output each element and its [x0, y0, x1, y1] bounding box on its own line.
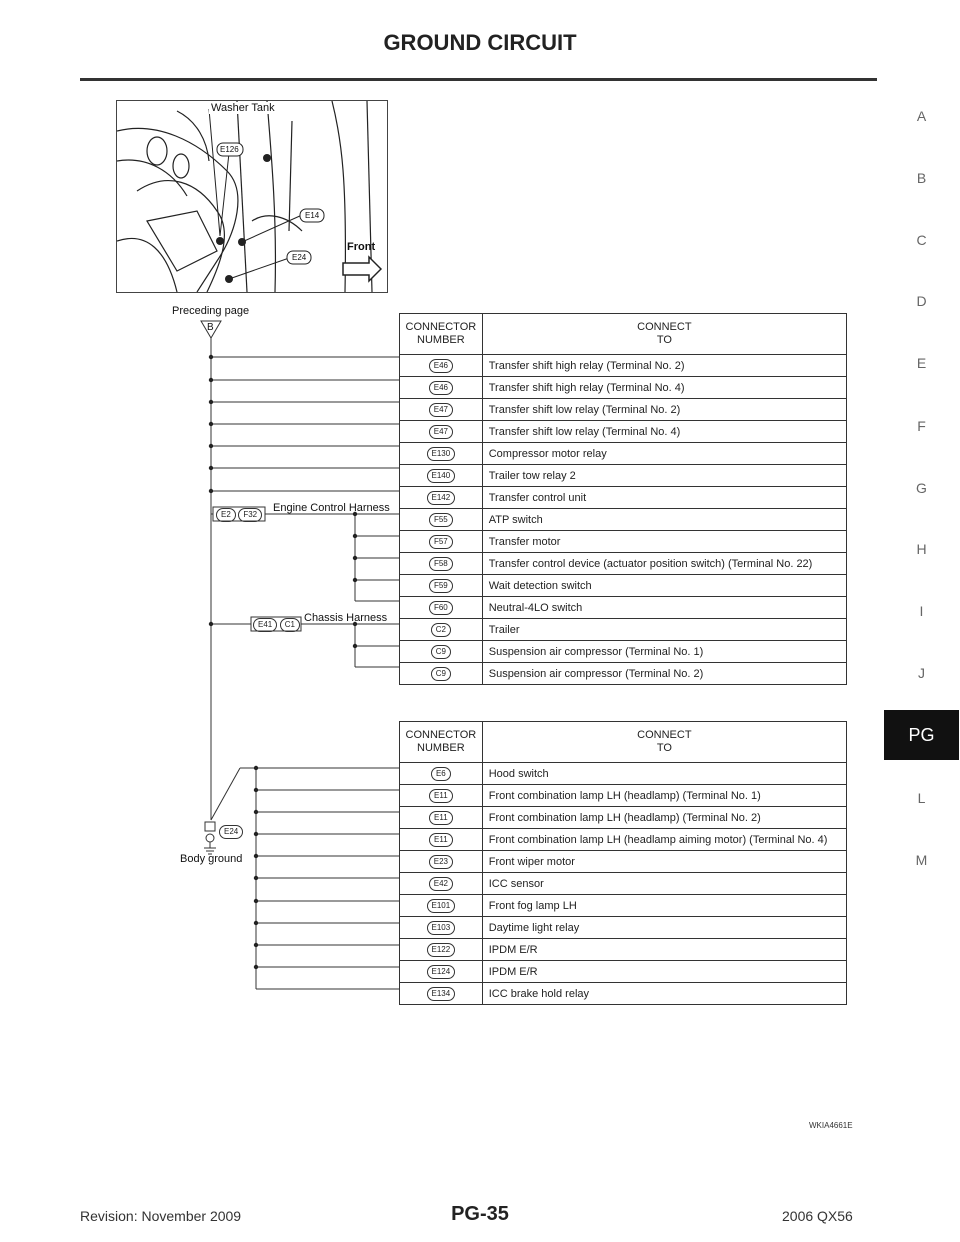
connector-number-cell: [400, 829, 483, 851]
connect-to-cell: Transfer shift high relay (Terminal No. 2): [482, 355, 846, 377]
connector-pill: E42: [429, 877, 453, 891]
connector-number-cell: [400, 355, 483, 377]
table-row: [400, 443, 847, 465]
tab-a[interactable]: A: [916, 108, 927, 124]
connector-number-cell: [400, 597, 483, 619]
connector-pill: F60: [429, 601, 453, 615]
col-connect-to: CONNECT TO: [482, 722, 846, 763]
washer-tank-label: Washer Tank: [211, 102, 275, 114]
tab-e[interactable]: E: [916, 355, 927, 371]
tab-h[interactable]: H: [916, 541, 927, 557]
col-connect-to: CONNECT TO: [482, 314, 846, 355]
connector-number-cell: [400, 619, 483, 641]
tab-d[interactable]: D: [916, 293, 927, 309]
table-row: [400, 785, 847, 807]
connect-to-cell: Transfer shift high relay (Terminal No. 4): [482, 377, 846, 399]
table-row: [400, 641, 847, 663]
table-row: [400, 487, 847, 509]
connector-e24: E24: [219, 825, 243, 839]
body-ground-label: Body ground: [180, 853, 243, 865]
e14-label: E14: [305, 211, 320, 220]
connector-number-cell: [400, 763, 483, 785]
table-row: [400, 873, 847, 895]
connect-to-cell: Transfer control device (actuator position switch) (Terminal No. 22): [482, 553, 846, 575]
tab-c[interactable]: C: [916, 232, 927, 248]
connector-number-cell: [400, 873, 483, 895]
connector-pill: E130: [427, 447, 456, 461]
tab-j[interactable]: J: [918, 665, 925, 681]
connector-pill: E103: [427, 921, 456, 935]
connector-pill: E11: [429, 833, 453, 847]
connector-pill: E122: [427, 943, 456, 957]
table-row: [400, 575, 847, 597]
connector-pill: E142: [427, 491, 456, 505]
connector-e2: E2: [216, 508, 236, 522]
connect-to-cell: Front combination lamp LH (headlamp) (Terminal No. 1): [482, 785, 846, 807]
preceding-page-label: Preceding page: [172, 305, 250, 317]
connector-pill: E6: [431, 767, 451, 781]
tab-i[interactable]: I: [919, 603, 924, 619]
connector-number-cell: [400, 939, 483, 961]
tab-m[interactable]: M: [915, 852, 928, 868]
table-row: [400, 531, 847, 553]
figure-code: WKIA4661E: [809, 1121, 853, 1130]
front-label: Front: [347, 241, 376, 253]
connector-number-cell: [400, 487, 483, 509]
tab-pg[interactable]: PG: [884, 710, 959, 760]
connector-pill: C9: [431, 667, 451, 681]
tab-g[interactable]: G: [916, 480, 927, 496]
connect-to-cell: IPDM E/R: [482, 961, 846, 983]
connect-to-cell: IPDM E/R: [482, 939, 846, 961]
tab-b[interactable]: B: [916, 170, 927, 186]
engine-harness-label: Engine Control Harness: [273, 502, 390, 514]
connector-pill: C9: [431, 645, 451, 659]
chassis-harness-connectors: [253, 618, 300, 632]
connector-pill: F59: [429, 579, 453, 593]
connector-number-cell: [400, 895, 483, 917]
connector-table-lower: [399, 721, 847, 1005]
table-row: [400, 509, 847, 531]
table-row: [400, 399, 847, 421]
table-row: [400, 961, 847, 983]
connect-to-cell: Transfer motor: [482, 531, 846, 553]
table-row: [400, 939, 847, 961]
connector-number-cell: [400, 575, 483, 597]
connect-to-cell: Front wiper motor: [482, 851, 846, 873]
connect-to-cell: Front fog lamp LH: [482, 895, 846, 917]
connector-f32: F32: [238, 508, 262, 522]
revision-text: Revision: November 2009: [80, 1208, 242, 1224]
connect-to-cell: ICC sensor: [482, 873, 846, 895]
connector-number-cell: [400, 983, 483, 1005]
connect-to-cell: Suspension air compressor (Terminal No. 2): [482, 663, 846, 685]
connector-number-cell: [400, 961, 483, 983]
connector-number-cell: [400, 531, 483, 553]
connector-pill: E101: [427, 899, 456, 913]
connector-c1: C1: [280, 618, 300, 632]
connector-pill: C2: [431, 623, 451, 637]
connector-number-cell: [400, 917, 483, 939]
connect-to-cell: Transfer shift low relay (Terminal No. 4): [482, 421, 846, 443]
connect-to-cell: Compressor motor relay: [482, 443, 846, 465]
table-row: [400, 597, 847, 619]
page-number: PG-35: [451, 1203, 509, 1225]
ground-connector: [219, 821, 243, 839]
connector-pill: E11: [429, 789, 453, 803]
connector-pill: E46: [429, 381, 453, 395]
e126-label: E126: [220, 145, 239, 154]
connector-pill: E47: [429, 403, 453, 417]
connect-to-cell: Trailer: [482, 619, 846, 641]
connector-pill: E11: [429, 811, 453, 825]
table-body: [400, 763, 847, 1005]
point-b-label: B: [207, 322, 214, 333]
connect-to-cell: Wait detection switch: [482, 575, 846, 597]
connect-to-cell: Transfer control unit: [482, 487, 846, 509]
connect-to-cell: Front combination lamp LH (headlamp aiming motor) (Terminal No. 4): [482, 829, 846, 851]
connect-to-cell: ATP switch: [482, 509, 846, 531]
table-row: [400, 421, 847, 443]
table-row: [400, 763, 847, 785]
connect-to-cell: Trailer tow relay 2: [482, 465, 846, 487]
table-row: [400, 465, 847, 487]
connector-number-cell: [400, 465, 483, 487]
table-row: [400, 619, 847, 641]
connect-to-cell: Hood switch: [482, 763, 846, 785]
connector-number-cell: [400, 399, 483, 421]
e24-label: E24: [292, 253, 307, 262]
connector-number-cell: [400, 663, 483, 685]
connector-pill: E47: [429, 425, 453, 439]
connector-pill: E124: [427, 965, 456, 979]
connector-number-cell: [400, 851, 483, 873]
table-row: [400, 553, 847, 575]
connector-number-cell: [400, 553, 483, 575]
table-row: [400, 377, 847, 399]
table-row: [400, 851, 847, 873]
connector-pill: E134: [427, 987, 456, 1001]
table-row: [400, 355, 847, 377]
connect-to-cell: Daytime light relay: [482, 917, 846, 939]
connector-number-cell: [400, 509, 483, 531]
page-title: GROUND CIRCUIT: [383, 30, 577, 55]
connector-pill: F57: [429, 535, 453, 549]
table-row: [400, 895, 847, 917]
connect-to-cell: Transfer shift low relay (Terminal No. 2): [482, 399, 846, 421]
table-row: [400, 663, 847, 685]
connect-to-cell: Suspension air compressor (Terminal No. 1): [482, 641, 846, 663]
connector-pill: E140: [427, 469, 456, 483]
table-row: [400, 983, 847, 1005]
connect-to-cell: ICC brake hold relay: [482, 983, 846, 1005]
connector-number-cell: [400, 807, 483, 829]
connector-pill: F58: [429, 557, 453, 571]
table-body: [400, 355, 847, 685]
connector-e41: E41: [253, 618, 277, 632]
connector-pill: E23: [429, 855, 453, 869]
model-text: 2006 QX56: [782, 1208, 853, 1224]
table-row: [400, 829, 847, 851]
table-row: [400, 807, 847, 829]
connector-pill: F55: [429, 513, 453, 527]
tab-l[interactable]: L: [917, 790, 926, 806]
connector-number-cell: [400, 377, 483, 399]
connector-number-cell: [400, 443, 483, 465]
col-connector-number: CONNECTOR NUMBER: [400, 314, 483, 355]
tab-f[interactable]: F: [917, 418, 926, 434]
engine-harness-connectors: [216, 508, 262, 522]
connector-number-cell: [400, 421, 483, 443]
table-row: [400, 917, 847, 939]
connect-to-cell: Neutral-4LO switch: [482, 597, 846, 619]
connector-number-cell: [400, 785, 483, 807]
connector-table-upper: [399, 313, 847, 685]
chassis-harness-label: Chassis Harness: [304, 612, 388, 624]
connector-number-cell: [400, 641, 483, 663]
connector-pill: E46: [429, 359, 453, 373]
col-connector-number: CONNECTOR NUMBER: [400, 722, 483, 763]
connect-to-cell: Front combination lamp LH (headlamp) (Terminal No. 2): [482, 807, 846, 829]
